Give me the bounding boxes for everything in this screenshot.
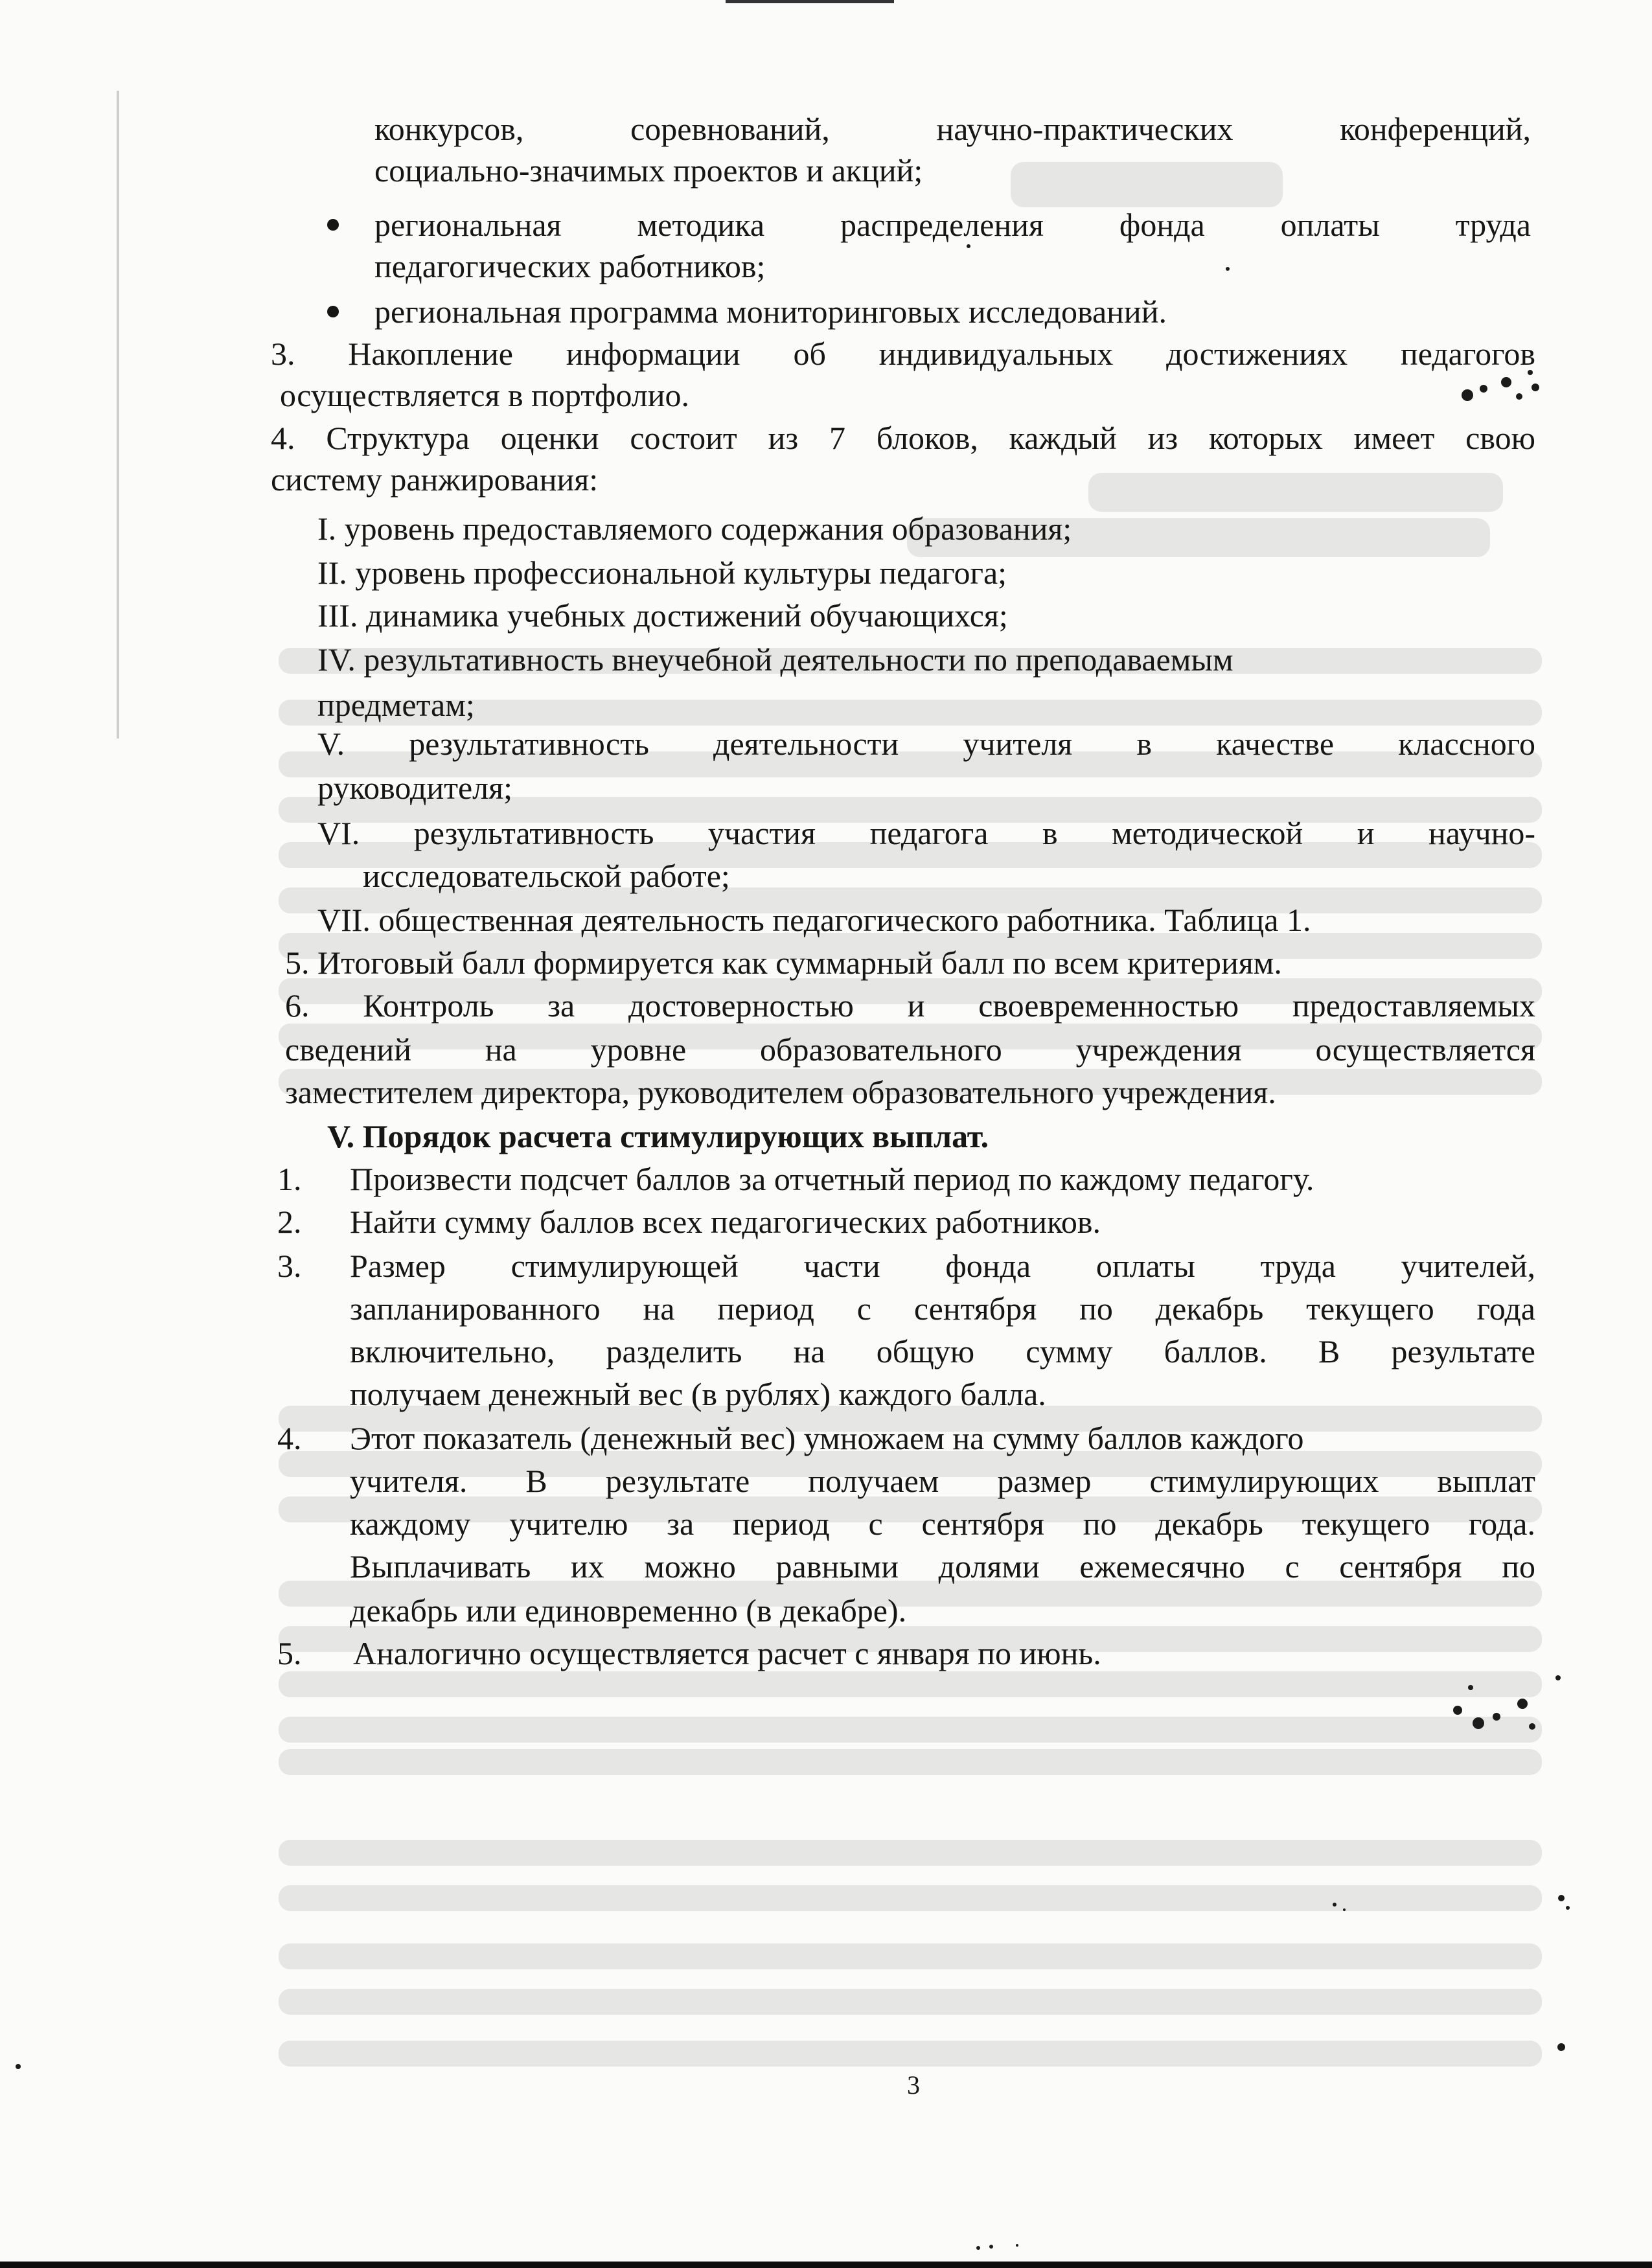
- step-text: каждому учителю за период с сентября по декабрь текущего года.: [350, 1506, 1535, 1542]
- page-number: 3: [907, 2070, 920, 2100]
- step-number: 2.: [277, 1204, 302, 1240]
- paragraph-3: 3. Накопление информации об индивидуальных достижениях педагогов: [271, 336, 1535, 372]
- section-heading: V. Порядок расчета стимулирующих выплат.: [327, 1118, 989, 1154]
- block-item: VI. результативность участия педагога в методической и научно-: [317, 815, 1535, 851]
- step-text: Выплачивать их можно равными долями ежемесячно с сентября по: [350, 1548, 1535, 1585]
- bullet-item: региональная программа мониторинговых исследований.: [374, 293, 1167, 330]
- bullet-item-cont: педагогических работников;: [374, 248, 766, 284]
- paragraph-6: 6. Контроль за достоверностью и своевременностью предоставляемых: [285, 987, 1535, 1024]
- step-text: Произвести подсчет баллов за отчетный период по каждому педагогу.: [350, 1161, 1314, 1197]
- bullet-dot: [327, 306, 339, 317]
- text-line: социально-значимых проектов и акций;: [374, 152, 923, 189]
- step-text: учителя. В результате получаем размер стимулирующих выплат: [350, 1463, 1535, 1499]
- block-item: IV. результативность внеучебной деятельности по преподаваемым: [317, 641, 1233, 678]
- step-text: декабрь или единовременно (в декабре).: [350, 1592, 907, 1629]
- text-line: конкурсов, соревнований, научно-практических конференций,: [374, 111, 1531, 147]
- step-text: Этот показатель (денежный вес) умножаем на сумму баллов каждого: [350, 1420, 1304, 1456]
- step-text: Размер стимулирующей части фонда оплаты труда учителей,: [350, 1248, 1535, 1284]
- paragraph-5: 5. Итоговый балл формируется как суммарный балл по всем критериям.: [285, 945, 1282, 981]
- block-item-cont: руководителя;: [317, 770, 513, 806]
- bullet-dot: [327, 219, 339, 231]
- step-text: Найти сумму баллов всех педагогических работников.: [350, 1204, 1101, 1240]
- step-number: 5.: [277, 1635, 302, 1671]
- block-item: VII. общественная деятельность педагогического работника. Таблица 1.: [317, 902, 1311, 938]
- step-text: Аналогично осуществляется расчет с января по июнь.: [353, 1635, 1101, 1671]
- block-item-cont: исследовательской работе;: [363, 858, 730, 894]
- paragraph-4-cont: систему ранжирования:: [271, 461, 599, 498]
- paragraph-4: 4. Структура оценки состоит из 7 блоков, каждый из которых имеет свою: [271, 420, 1535, 456]
- block-item-cont: предметам;: [317, 687, 475, 723]
- step-text: запланированного на период с сентября по декабрь текущего года: [350, 1290, 1535, 1327]
- step-text: включительно, разделить на общую сумму баллов. В результате: [350, 1333, 1535, 1369]
- step-number: 3.: [277, 1248, 302, 1284]
- paragraph-3-cont: осуществляется в портфолио.: [280, 377, 690, 413]
- step-number: 1.: [277, 1161, 302, 1197]
- step-number: 4.: [277, 1420, 302, 1456]
- block-item: I. уровень предоставляемого содержания образования;: [317, 510, 1072, 547]
- scan-bottom-edge: [0, 2262, 1652, 2268]
- paragraph-6-cont: заместителем директора, руководителем образовательного учреждения.: [285, 1074, 1276, 1110]
- block-item: V. результативность деятельности учителя в качестве классного: [317, 726, 1535, 762]
- block-item: II. уровень профессиональной культуры педагога;: [317, 555, 1007, 591]
- step-text: получаем денежный вес (в рублях) каждого балла.: [350, 1376, 1046, 1412]
- scan-edge-mark: [726, 0, 894, 3]
- paragraph-6-cont: сведений на уровне образовательного учреждения осуществляется: [285, 1031, 1535, 1068]
- block-item: III. динамика учебных достижений обучающихся;: [317, 597, 1008, 634]
- bullet-item: региональная методика распределения фонда оплаты труда: [374, 207, 1531, 243]
